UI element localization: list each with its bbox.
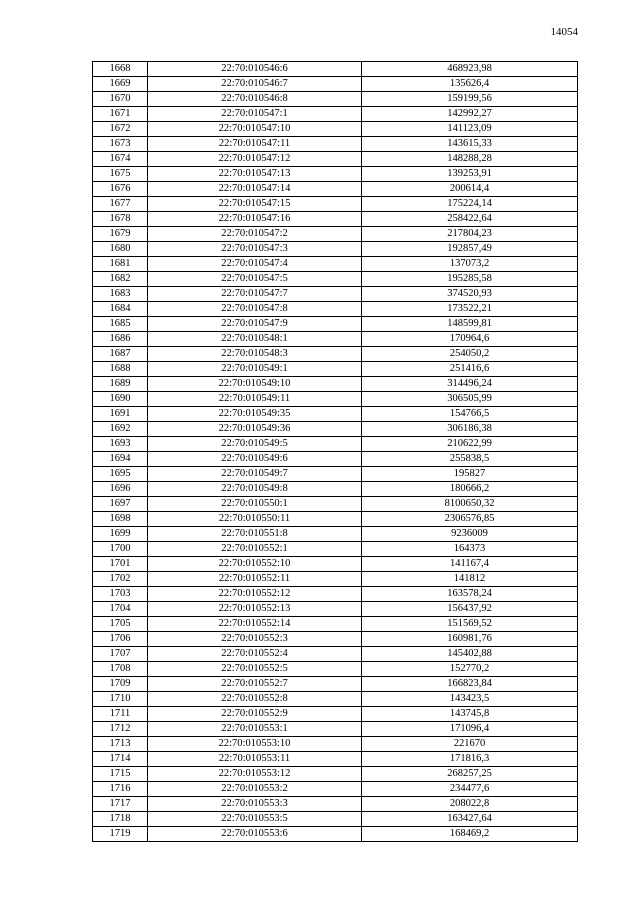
cadastral-number-cell: 22:70:010547:11 [148, 137, 362, 152]
cadastral-number-cell: 22:70:010547:7 [148, 287, 362, 302]
row-number-cell: 1715 [93, 767, 148, 782]
table-row [93, 452, 578, 467]
cadastral-value-cell: 200614,4 [362, 182, 578, 197]
row-number-cell: 1704 [93, 602, 148, 617]
table-row [93, 122, 578, 137]
cadastral-value-cell: 141123,09 [362, 122, 578, 137]
cadastral-number-cell: 22:70:010553:2 [148, 782, 362, 797]
cadastral-number-cell: 22:70:010550:1 [148, 497, 362, 512]
cadastral-number-cell: 22:70:010549:1 [148, 362, 362, 377]
cadastral-number-cell: 22:70:010549:8 [148, 482, 362, 497]
cadastral-number-cell: 22:70:010547:13 [148, 167, 362, 182]
table-row [93, 437, 578, 452]
cadastral-number-cell: 22:70:010549:35 [148, 407, 362, 422]
table-row [93, 707, 578, 722]
table-body [93, 62, 578, 842]
cadastral-value-cell: 164373 [362, 542, 578, 557]
cadastral-number-cell: 22:70:010546:7 [148, 77, 362, 92]
row-number-cell: 1687 [93, 347, 148, 362]
cadastral-number-cell: 22:70:010551:8 [148, 527, 362, 542]
cadastral-value-cell: 210622,99 [362, 437, 578, 452]
table-row [93, 692, 578, 707]
cadastral-value-cell: 160981,76 [362, 632, 578, 647]
cadastral-number-cell: 22:70:010547:5 [148, 272, 362, 287]
cadastral-value-cell: 2306576,85 [362, 512, 578, 527]
table-row [93, 767, 578, 782]
cadastral-value-cell: 139253,91 [362, 167, 578, 182]
cadastral-value-cell: 137073,2 [362, 257, 578, 272]
table-row [93, 647, 578, 662]
table-row [93, 527, 578, 542]
row-number-cell: 1694 [93, 452, 148, 467]
table-row [93, 512, 578, 527]
cadastral-number-cell: 22:70:010552:11 [148, 572, 362, 587]
table-row [93, 227, 578, 242]
cadastral-number-cell: 22:70:010549:5 [148, 437, 362, 452]
row-number-cell: 1710 [93, 692, 148, 707]
row-number-cell: 1711 [93, 707, 148, 722]
row-number-cell: 1716 [93, 782, 148, 797]
cadastral-value-cell: 195827 [362, 467, 578, 482]
cadastral-number-cell: 22:70:010546:6 [148, 62, 362, 77]
table-row [93, 752, 578, 767]
cadastral-number-cell: 22:70:010547:10 [148, 122, 362, 137]
row-number-cell: 1717 [93, 797, 148, 812]
table-row [93, 677, 578, 692]
row-number-cell: 1671 [93, 107, 148, 122]
table-row [93, 617, 578, 632]
cadastral-value-cell: 306505,99 [362, 392, 578, 407]
cadastral-value-cell: 255838,5 [362, 452, 578, 467]
row-number-cell: 1718 [93, 812, 148, 827]
cadastral-value-cell: 170964,6 [362, 332, 578, 347]
cadastral-number-cell: 22:70:010549:11 [148, 392, 362, 407]
cadastral-value-cell: 258422,64 [362, 212, 578, 227]
cadastral-number-cell: 22:70:010553:1 [148, 722, 362, 737]
cadastral-value-cell: 171816,3 [362, 752, 578, 767]
table-row [93, 737, 578, 752]
cadastral-number-cell: 22:70:010550:11 [148, 512, 362, 527]
row-number-cell: 1676 [93, 182, 148, 197]
table-row [93, 197, 578, 212]
cadastral-value-cell: 208022,8 [362, 797, 578, 812]
cadastral-number-cell: 22:70:010547:14 [148, 182, 362, 197]
cadastral-value-cell: 171096,4 [362, 722, 578, 737]
cadastral-value-cell: 268257,25 [362, 767, 578, 782]
table-row [93, 92, 578, 107]
table-row [93, 362, 578, 377]
row-number-cell: 1693 [93, 437, 148, 452]
table-row [93, 242, 578, 257]
table-row [93, 587, 578, 602]
cadastral-value-cell: 314496,24 [362, 377, 578, 392]
cadastral-value-cell: 306186,38 [362, 422, 578, 437]
row-number-cell: 1705 [93, 617, 148, 632]
cadastral-number-cell: 22:70:010553:10 [148, 737, 362, 752]
cadastral-value-cell: 148599,81 [362, 317, 578, 332]
table-row [93, 497, 578, 512]
row-number-cell: 1674 [93, 152, 148, 167]
table-row [93, 812, 578, 827]
cadastral-number-cell: 22:70:010547:12 [148, 152, 362, 167]
table-row [93, 212, 578, 227]
table-row [93, 137, 578, 152]
cadastral-value-cell: 8100650,32 [362, 497, 578, 512]
cadastral-number-cell: 22:70:010552:4 [148, 647, 362, 662]
cadastral-number-cell: 22:70:010552:14 [148, 617, 362, 632]
table-row [93, 797, 578, 812]
table-row [93, 107, 578, 122]
cadastral-number-cell: 22:70:010553:12 [148, 767, 362, 782]
cadastral-number-cell: 22:70:010547:15 [148, 197, 362, 212]
row-number-cell: 1697 [93, 497, 148, 512]
row-number-cell: 1675 [93, 167, 148, 182]
row-number-cell: 1706 [93, 632, 148, 647]
cadastral-number-cell: 22:70:010549:36 [148, 422, 362, 437]
cadastral-value-cell: 195285,58 [362, 272, 578, 287]
table-row [93, 62, 578, 77]
cadastral-value-cell: 173522,21 [362, 302, 578, 317]
cadastral-number-cell: 22:70:010552:5 [148, 662, 362, 677]
cadastral-value-cell: 156437,92 [362, 602, 578, 617]
cadastral-number-cell: 22:70:010549:10 [148, 377, 362, 392]
row-number-cell: 1684 [93, 302, 148, 317]
cadastral-number-cell: 22:70:010553:11 [148, 752, 362, 767]
row-number-cell: 1692 [93, 422, 148, 437]
cadastral-number-cell: 22:70:010553:5 [148, 812, 362, 827]
row-number-cell: 1700 [93, 542, 148, 557]
cadastral-number-cell: 22:70:010552:10 [148, 557, 362, 572]
row-number-cell: 1713 [93, 737, 148, 752]
cadastral-value-cell: 141812 [362, 572, 578, 587]
table-row [93, 632, 578, 647]
row-number-cell: 1688 [93, 362, 148, 377]
cadastral-number-cell: 22:70:010547:4 [148, 257, 362, 272]
cadastral-number-cell: 22:70:010552:13 [148, 602, 362, 617]
row-number-cell: 1719 [93, 827, 148, 842]
row-number-cell: 1698 [93, 512, 148, 527]
cadastral-number-cell: 22:70:010553:6 [148, 827, 362, 842]
row-number-cell: 1679 [93, 227, 148, 242]
cadastral-value-cell: 166823,84 [362, 677, 578, 692]
row-number-cell: 1707 [93, 647, 148, 662]
cadastral-number-cell: 22:70:010552:8 [148, 692, 362, 707]
cadastral-value-cell: 221670 [362, 737, 578, 752]
row-number-cell: 1695 [93, 467, 148, 482]
cadastral-number-cell: 22:70:010552:3 [148, 632, 362, 647]
cadastral-value-cell: 148288,28 [362, 152, 578, 167]
cadastral-number-cell: 22:70:010547:1 [148, 107, 362, 122]
table-row [93, 167, 578, 182]
cadastral-value-cell: 159199,56 [362, 92, 578, 107]
cadastral-value-cell: 163427,64 [362, 812, 578, 827]
table-row [93, 317, 578, 332]
cadastral-number-cell: 22:70:010548:1 [148, 332, 362, 347]
table-row [93, 827, 578, 842]
table-row [93, 77, 578, 92]
row-number-cell: 1699 [93, 527, 148, 542]
cadastral-value-table [92, 61, 578, 842]
page-number: 14054 [550, 26, 578, 38]
cadastral-number-cell: 22:70:010547:9 [148, 317, 362, 332]
table-row [93, 392, 578, 407]
row-number-cell: 1681 [93, 257, 148, 272]
row-number-cell: 1683 [93, 287, 148, 302]
cadastral-value-cell: 143423,5 [362, 692, 578, 707]
cadastral-value-cell: 468923,98 [362, 62, 578, 77]
row-number-cell: 1678 [93, 212, 148, 227]
cadastral-value-cell: 180666,2 [362, 482, 578, 497]
table-row [93, 722, 578, 737]
cadastral-value-cell: 251416,6 [362, 362, 578, 377]
table-row [93, 377, 578, 392]
row-number-cell: 1712 [93, 722, 148, 737]
row-number-cell: 1668 [93, 62, 148, 77]
table-row [93, 572, 578, 587]
cadastral-value-cell: 254050,2 [362, 347, 578, 362]
row-number-cell: 1691 [93, 407, 148, 422]
cadastral-value-cell: 143745,8 [362, 707, 578, 722]
table-row [93, 482, 578, 497]
row-number-cell: 1669 [93, 77, 148, 92]
row-number-cell: 1685 [93, 317, 148, 332]
table-row [93, 542, 578, 557]
row-number-cell: 1701 [93, 557, 148, 572]
table-row [93, 662, 578, 677]
cadastral-value-cell: 234477,6 [362, 782, 578, 797]
cadastral-number-cell: 22:70:010549:6 [148, 452, 362, 467]
cadastral-value-cell: 217804,23 [362, 227, 578, 242]
row-number-cell: 1708 [93, 662, 148, 677]
row-number-cell: 1689 [93, 377, 148, 392]
table-row [93, 302, 578, 317]
cadastral-value-cell: 142992,27 [362, 107, 578, 122]
cadastral-value-cell: 141167,4 [362, 557, 578, 572]
cadastral-number-cell: 22:70:010547:2 [148, 227, 362, 242]
row-number-cell: 1677 [93, 197, 148, 212]
cadastral-number-cell: 22:70:010546:8 [148, 92, 362, 107]
table-row [93, 782, 578, 797]
table-row [93, 602, 578, 617]
cadastral-number-cell: 22:70:010548:3 [148, 347, 362, 362]
cadastral-number-cell: 22:70:010553:3 [148, 797, 362, 812]
table-row [93, 152, 578, 167]
row-number-cell: 1686 [93, 332, 148, 347]
row-number-cell: 1690 [93, 392, 148, 407]
cadastral-value-cell: 163578,24 [362, 587, 578, 602]
cadastral-number-cell: 22:70:010552:12 [148, 587, 362, 602]
row-number-cell: 1703 [93, 587, 148, 602]
cadastral-number-cell: 22:70:010547:16 [148, 212, 362, 227]
row-number-cell: 1696 [93, 482, 148, 497]
row-number-cell: 1670 [93, 92, 148, 107]
table-row [93, 182, 578, 197]
cadastral-value-cell: 152770,2 [362, 662, 578, 677]
cadastral-number-cell: 22:70:010552:7 [148, 677, 362, 692]
table-row [93, 407, 578, 422]
cadastral-value-cell: 175224,14 [362, 197, 578, 212]
row-number-cell: 1673 [93, 137, 148, 152]
cadastral-value-cell: 192857,49 [362, 242, 578, 257]
table-row [93, 332, 578, 347]
table-row [93, 422, 578, 437]
row-number-cell: 1702 [93, 572, 148, 587]
cadastral-value-cell: 154766,5 [362, 407, 578, 422]
row-number-cell: 1682 [93, 272, 148, 287]
row-number-cell: 1680 [93, 242, 148, 257]
cadastral-value-cell: 168469,2 [362, 827, 578, 842]
row-number-cell: 1714 [93, 752, 148, 767]
table-row [93, 257, 578, 272]
cadastral-number-cell: 22:70:010552:1 [148, 542, 362, 557]
cadastral-value-cell: 135626,4 [362, 77, 578, 92]
cadastral-value-cell: 151569,52 [362, 617, 578, 632]
row-number-cell: 1709 [93, 677, 148, 692]
table-row [93, 557, 578, 572]
row-number-cell: 1672 [93, 122, 148, 137]
cadastral-value-cell: 143615,33 [362, 137, 578, 152]
table-row [93, 272, 578, 287]
cadastral-number-cell: 22:70:010547:3 [148, 242, 362, 257]
cadastral-number-cell: 22:70:010552:9 [148, 707, 362, 722]
table-row [93, 467, 578, 482]
table-row [93, 347, 578, 362]
cadastral-value-cell: 9236009 [362, 527, 578, 542]
cadastral-number-cell: 22:70:010549:7 [148, 467, 362, 482]
cadastral-value-cell: 145402,88 [362, 647, 578, 662]
table-row [93, 287, 578, 302]
cadastral-value-cell: 374520,93 [362, 287, 578, 302]
cadastral-number-cell: 22:70:010547:8 [148, 302, 362, 317]
